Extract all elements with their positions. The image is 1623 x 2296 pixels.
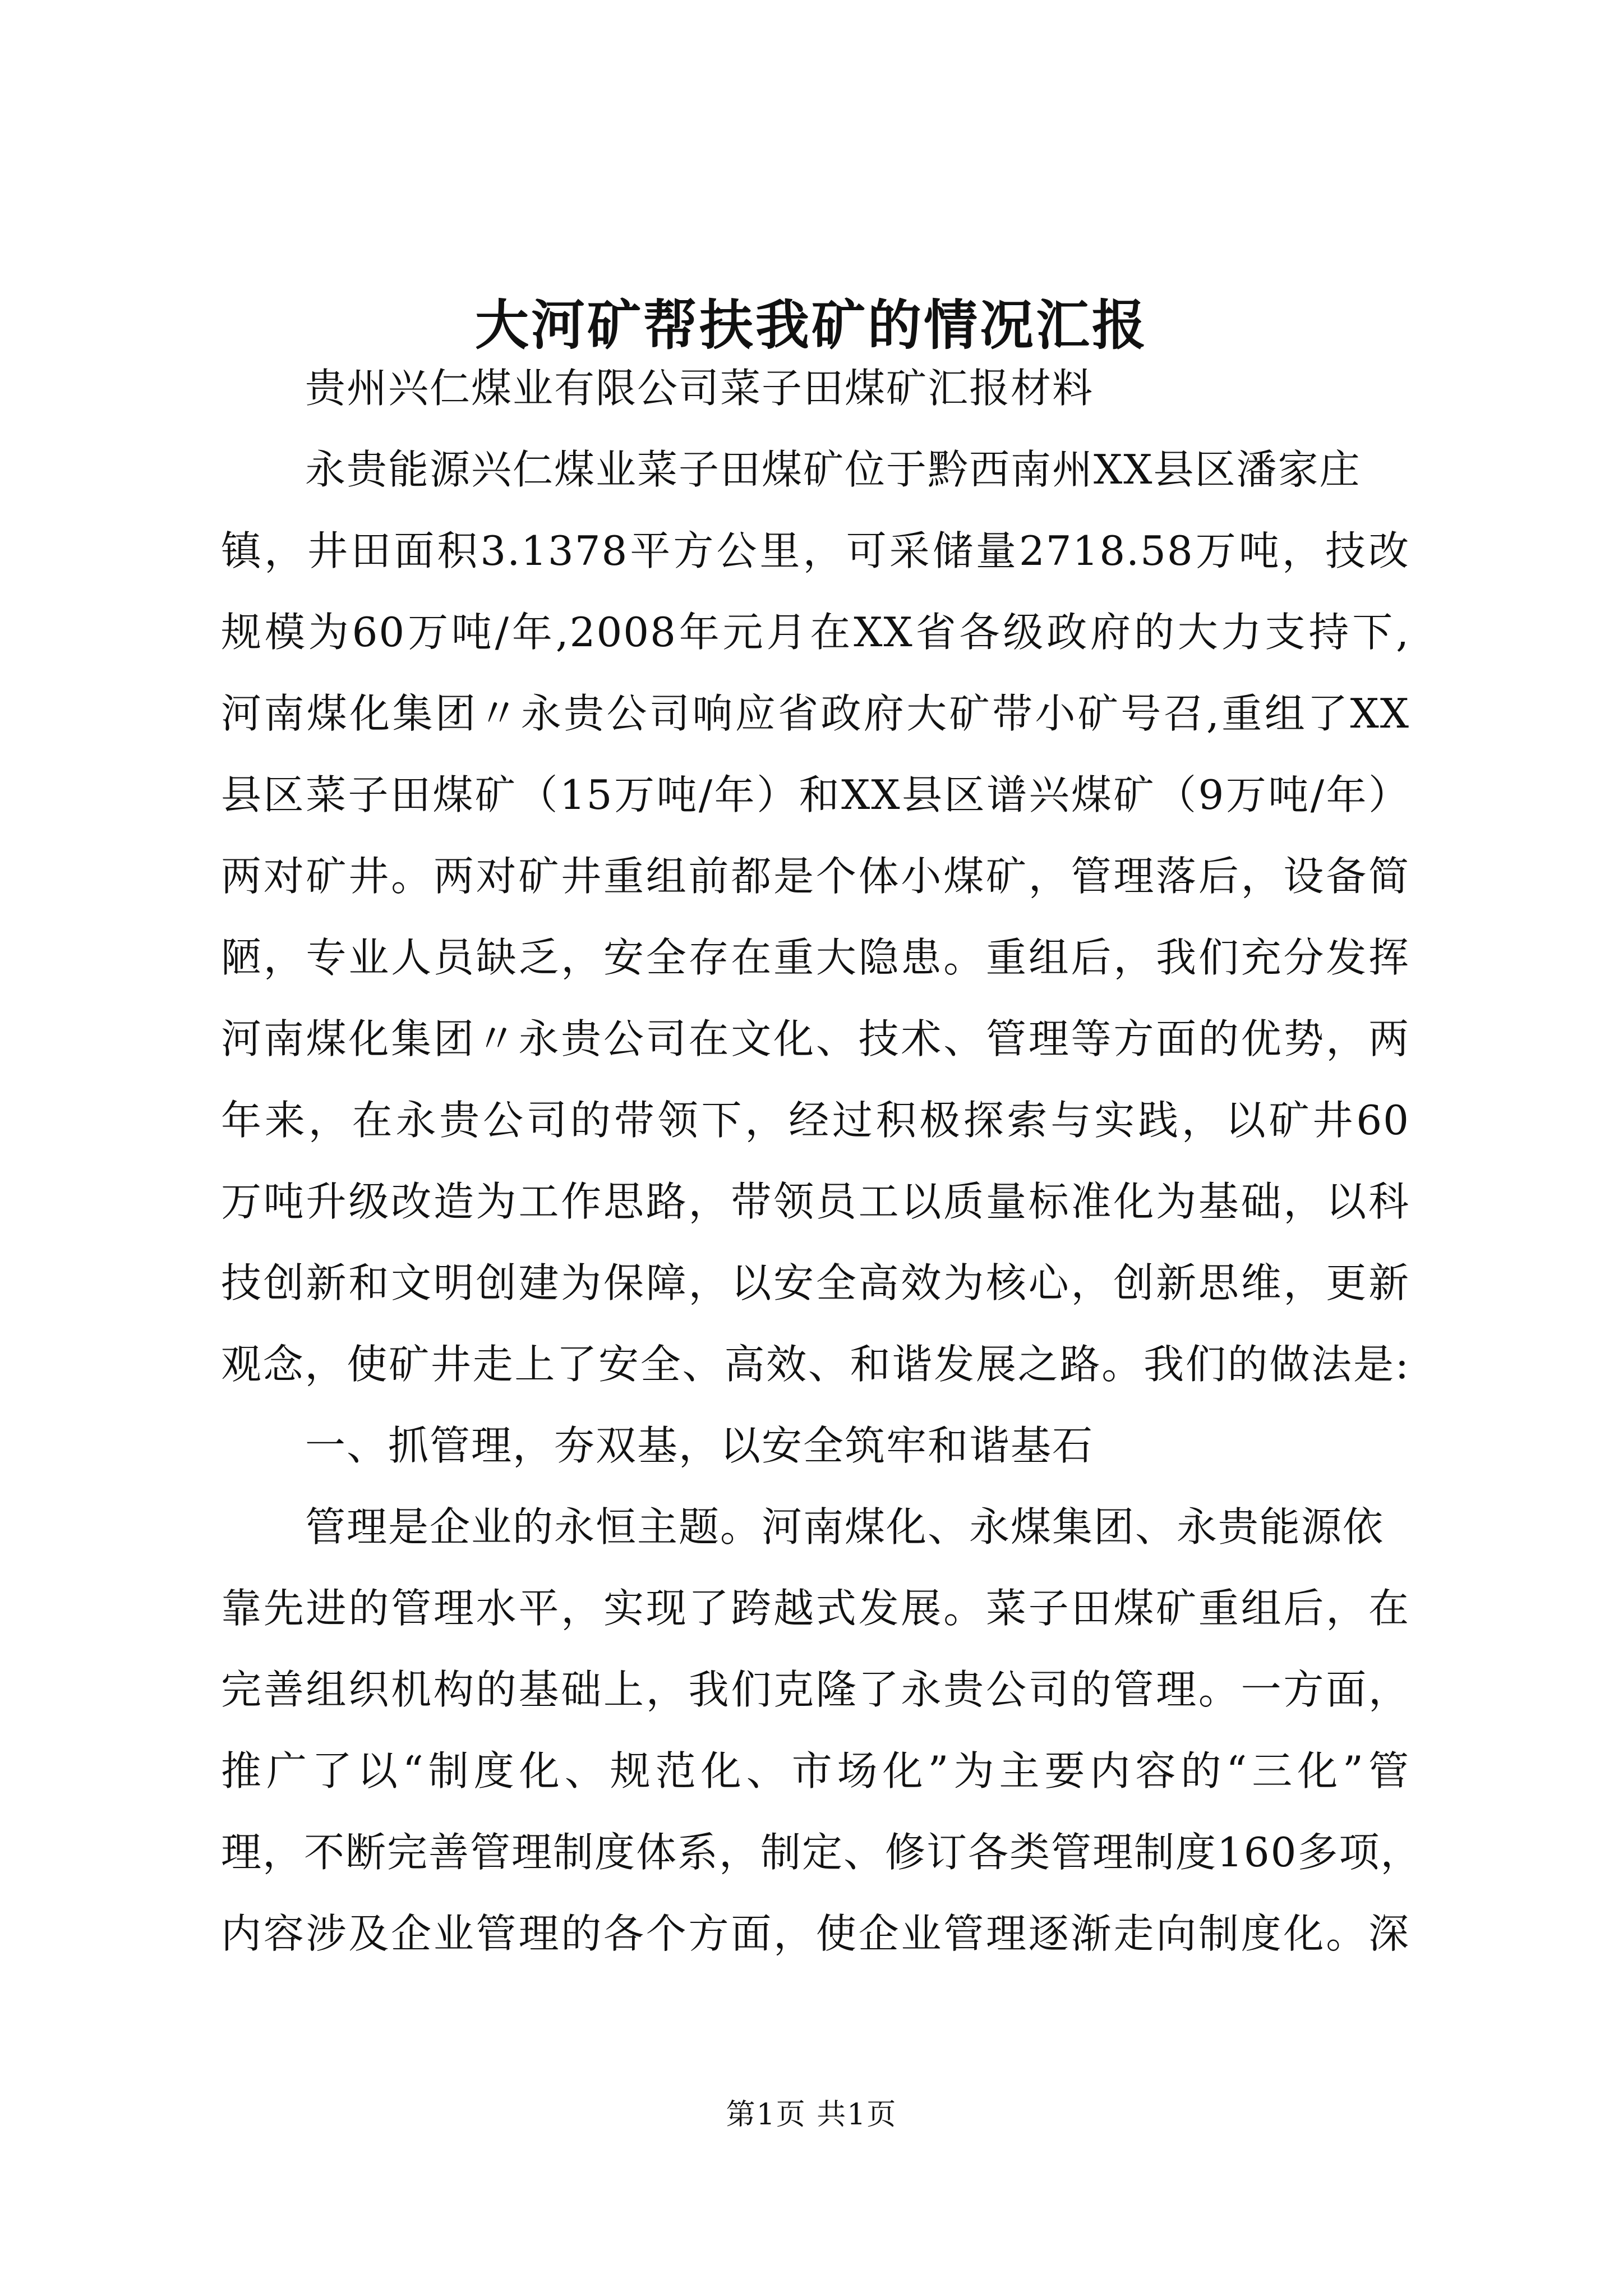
paragraph-1-line-1: 永贵能源兴仁煤业菜子田煤矿位于黔西南州XX县区潘家庄	[305, 446, 1361, 493]
paragraph-1-line-6: 两对矿井。两对矿井重组前都是个体小煤矿，管理落后，设备简	[221, 853, 1410, 900]
paragraph-1-line-11: 技创新和文明创建为保障，以安全高效为核心，创新思维，更新	[221, 1259, 1410, 1306]
paragraph-1-line-9: 年来，在永贵公司的带领下，经过积极探索与实践，以矿井60	[221, 1097, 1410, 1144]
paragraph-1-line-7: 陋，专业人员缺乏，安全存在重大隐患。重组后，我们充分发挥	[221, 934, 1410, 981]
section-1-heading: 一、抓管理，夯双基，以安全筑牢和谐基石	[305, 1422, 1094, 1469]
paragraph-2-line-4: 推广了以“制度化、规范化、市场化”为主要内容的“三化”管	[221, 1747, 1410, 1795]
paragraph-2-line-5: 理，不断完善管理制度体系，制定、修订各类管理制度160多项，	[221, 1829, 1422, 1876]
paragraph-1-line-10: 万吨升级改造为工作思路，带领员工以质量标准化为基础，以科	[221, 1178, 1410, 1225]
paragraph-1-line-5: 县区菜子田煤矿（15万吨/年）和XX县区谱兴煤矿（9万吨/年）	[221, 771, 1410, 818]
paragraph-2-line-2: 靠先进的管理水平，实现了跨越式发展。菜子田煤矿重组后，在	[221, 1585, 1410, 1632]
paragraph-1-line-12: 观念，使矿井走上了安全、高效、和谐发展之路。我们的做法是:	[221, 1341, 1410, 1388]
document-body	[221, 348, 1422, 1975]
paragraph-2-line-1: 管理是企业的永恒主题。河南煤化、永煤集团、永贵能源依	[305, 1503, 1385, 1550]
paragraph-1-line-8: 河南煤化集团〃永贵公司在文化、技术、管理等方面的优势，两	[221, 1015, 1410, 1062]
document-subtitle: 贵州兴仁煤业有限公司菜子田煤矿汇报材料	[305, 365, 1094, 412]
paragraph-2-line-6: 内容涉及企业管理的各个方面，使企业管理逐渐走向制度化。深	[221, 1910, 1410, 1957]
paragraph-1-line-2: 镇，井田面积3.1378平方公里，可采储量2718.58万吨，技改	[221, 527, 1410, 574]
page-number-footer: 第1页 共1页	[726, 2098, 897, 2132]
paragraph-1-line-3: 规模为60万吨/年,2008年元月在XX省各级政府的大力支持下,	[221, 609, 1410, 656]
document-title: 大河矿帮扶我矿的情况汇报	[475, 293, 1148, 357]
paragraph-2-line-3: 完善组织机构的基础上，我们克隆了永贵公司的管理。一方面，	[221, 1666, 1410, 1713]
paragraph-1-line-4: 河南煤化集团〃永贵公司响应省政府大矿带小矿号召,重组了XX	[221, 690, 1410, 737]
